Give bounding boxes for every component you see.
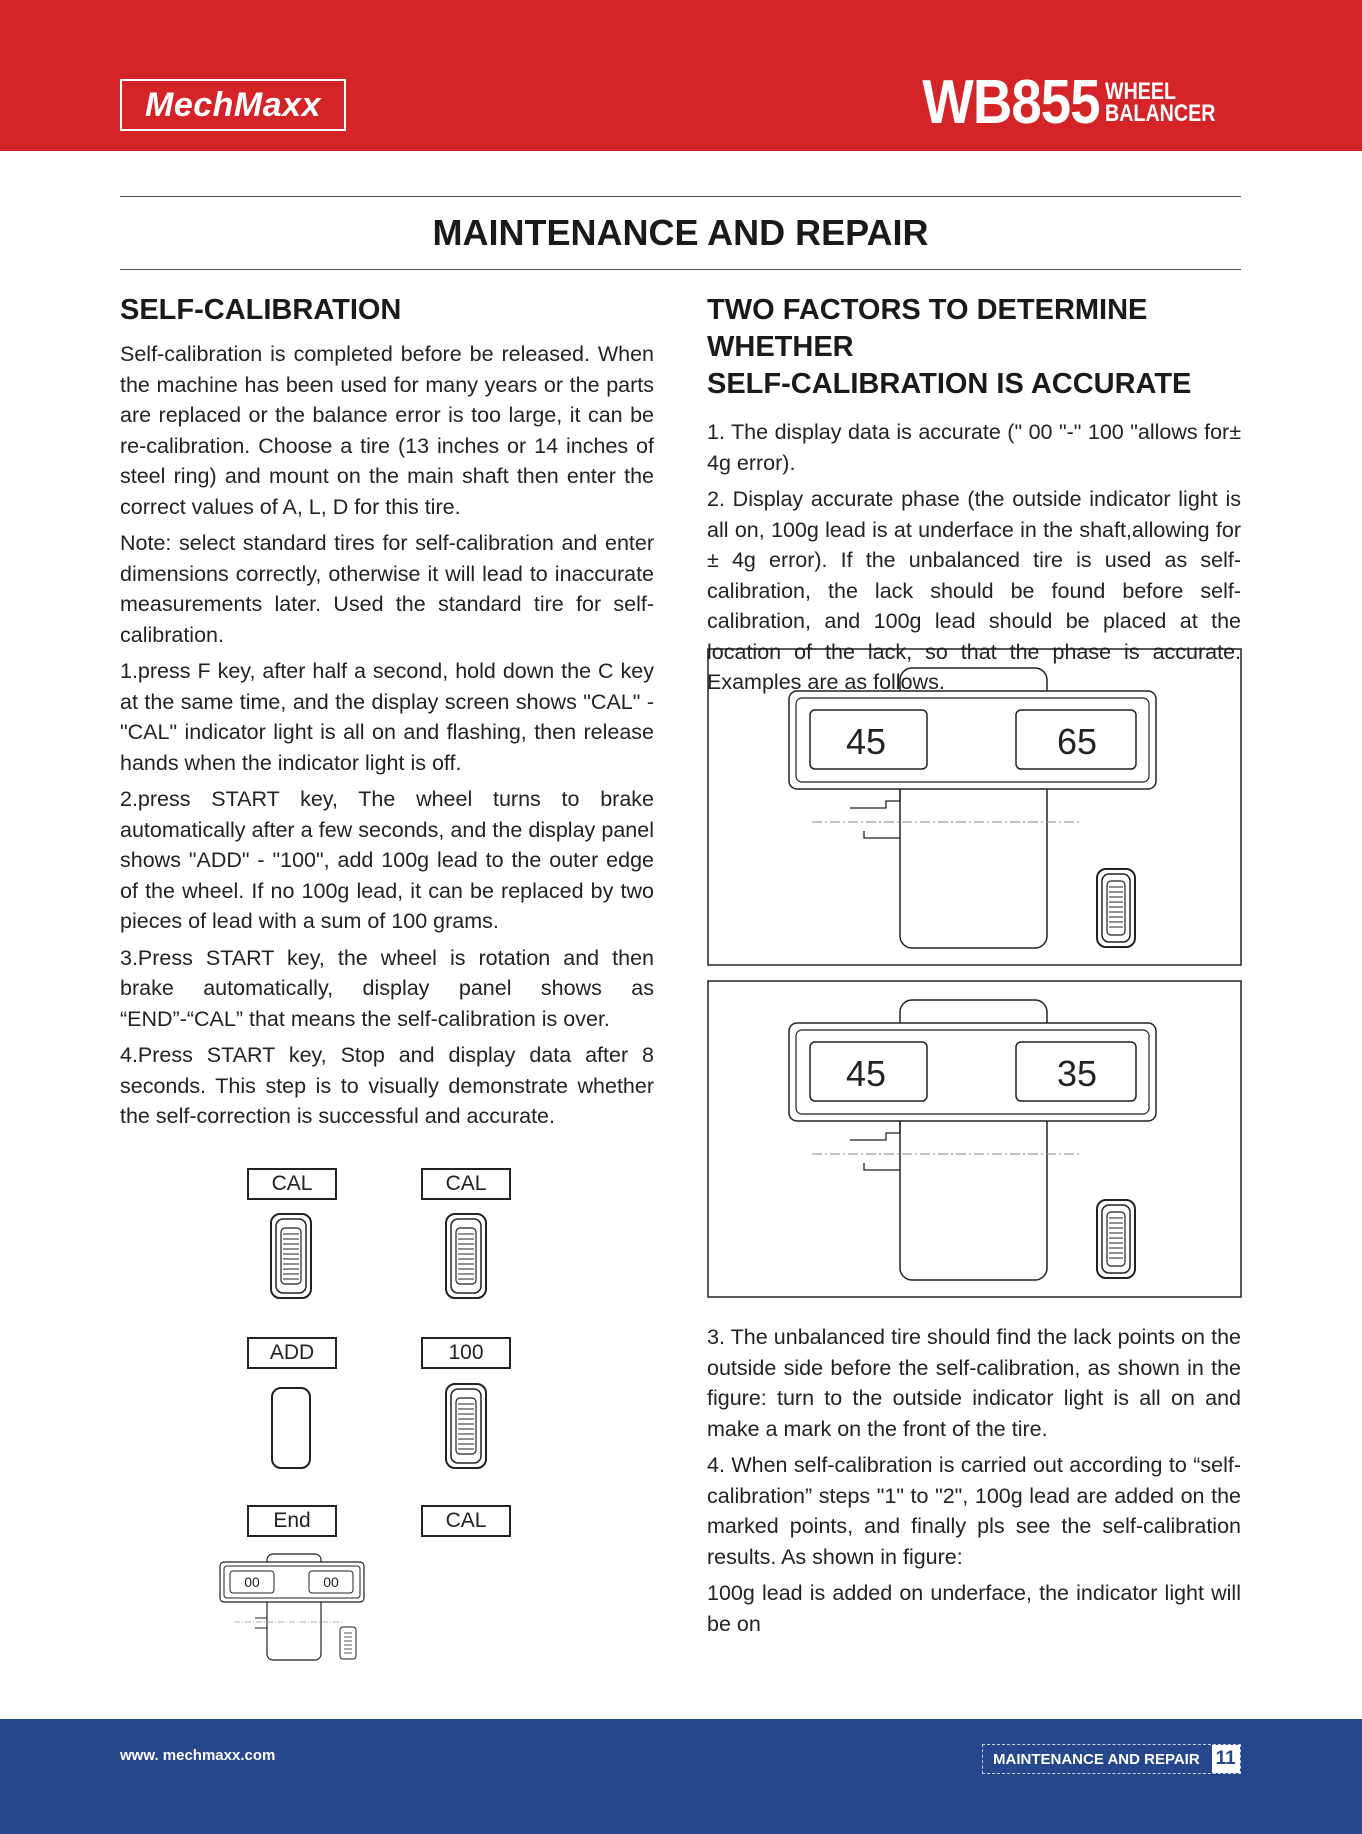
product-name-line1: WHEEL [1105, 78, 1177, 105]
indicator-light-full-icon [271, 1214, 311, 1298]
section-heading-self-calibration: SELF-CALIBRATION [120, 294, 402, 326]
website-link[interactable]: www. mechmaxx.com [120, 1747, 276, 1764]
point-3-paragraph: 3. The unbalanced tire should find the lack points on the outside side before the self-calibration, as shown in the figure: turn to the outside indicator light is all on and make a mark on the front of the tire. [707, 1325, 1241, 1441]
display-cal-final: CAL [421, 1505, 511, 1537]
step-4-paragraph: 4.Press START key, Stop and display data after 8 seconds. This step is to visually demonstrate whether the self-correction is successful and accurate. [120, 1043, 654, 1128]
display-100: 100 [421, 1337, 511, 1369]
mini-display-right: 00 [323, 1574, 339, 1590]
step-1-paragraph: 1.press F key, after half a second, hold down the C key at the same time, and the display screen shows "CAL" - "CAL" indicator light is all on and flashing, then release hands when the indicator light is off. [120, 659, 654, 775]
phase-figure-2 [708, 981, 1241, 1297]
section-heading-two-factors-line1: TWO FACTORS TO DETERMINE WHETHER [707, 294, 1148, 363]
mini-balancer-diagram [220, 1554, 364, 1660]
brand-logo: MechMaxx [120, 79, 346, 131]
indicator-light-full-icon [446, 1384, 486, 1468]
figure2-left-display: 45 [845, 1053, 887, 1094]
figure1-left-display: 45 [845, 721, 887, 762]
display-cal-right: CAL [421, 1168, 511, 1200]
right-column-top [707, 292, 1241, 704]
factor-2-paragraph: 2. Display accurate phase (the outside indicator light is all on, 100g lead is at underface in the shaft,allowing for ± 4g error). If the unbalanced tire is used as self-calibration, the lack should be found before self-calibration, and 100g lead should be placed at the location of the lack, so that the phase is accurate. Examples are as follows. [707, 487, 1241, 694]
figure1-right-display: 65 [1056, 721, 1098, 762]
factor-1-paragraph: 1. The display data is accurate (" 00 "-" 100 "allows for± 4g error). [707, 420, 1241, 475]
display-end: End [247, 1505, 337, 1537]
footer-bar [0, 1719, 1362, 1834]
display-add: ADD [247, 1337, 337, 1369]
model-number: WB855 [921, 68, 1100, 137]
step-3-paragraph: 3.Press START key, the wheel is rotation and then brake automatically, display panel shows as “END”-“CAL” that means the self-calibration is over. [120, 945, 654, 1031]
page-number: 11 [1212, 1745, 1240, 1773]
page-title: MAINTENANCE AND REPAIR [432, 212, 929, 253]
display-cal-left: CAL [247, 1168, 337, 1200]
product-name-line2: BALANCER [1105, 100, 1216, 127]
mini-display-left: 00 [244, 1574, 260, 1590]
step-2-paragraph: 2.press START key, The wheel turns to brake automatically after a few seconds, and the display panel shows "ADD" - "100", add 100g lead to the outer edge of the wheel. If no 100g lead, it can be replaced by two pieces of lead with a sum of 100 grams. [120, 787, 654, 933]
paragraph: Note: select standard tires for self-calibration and enter dimensions correctly, otherwise it will lead to inaccurate measurements later. Used the standard tire for self-calibration. [120, 531, 654, 647]
paragraph: Self-calibration is completed before be released. When the machine has been used for many years or the parts are replaced or the balance error is too large, it can be re-calibration. Choose a tire (13 inches or 14 inches of steel ring) and mount on the main shaft then enter the correct values of A, L, D for this tire. [120, 342, 654, 519]
indicator-light-empty-icon [272, 1388, 310, 1468]
indicator-light-full-icon [446, 1214, 486, 1298]
point-4-paragraph: 4. When self-calibration is carried out according to “self-calibration” steps "1" to "2", 100g lead are added on the marked points, and finally pls see the self-calibration results. As shown in figure: [707, 1453, 1241, 1569]
footer-section-tag [982, 1744, 1241, 1774]
result-paragraph: 100g lead is added on underface, the indicator light will be on [707, 1581, 1241, 1636]
figure2-right-display: 35 [1056, 1053, 1098, 1094]
right-column-bottom [707, 1322, 1241, 1645]
section-heading-two-factors-line2: SELF-CALIBRATION IS ACCURATE [707, 368, 1192, 400]
footer-section-label: MAINTENANCE AND REPAIR [993, 1750, 1200, 1768]
